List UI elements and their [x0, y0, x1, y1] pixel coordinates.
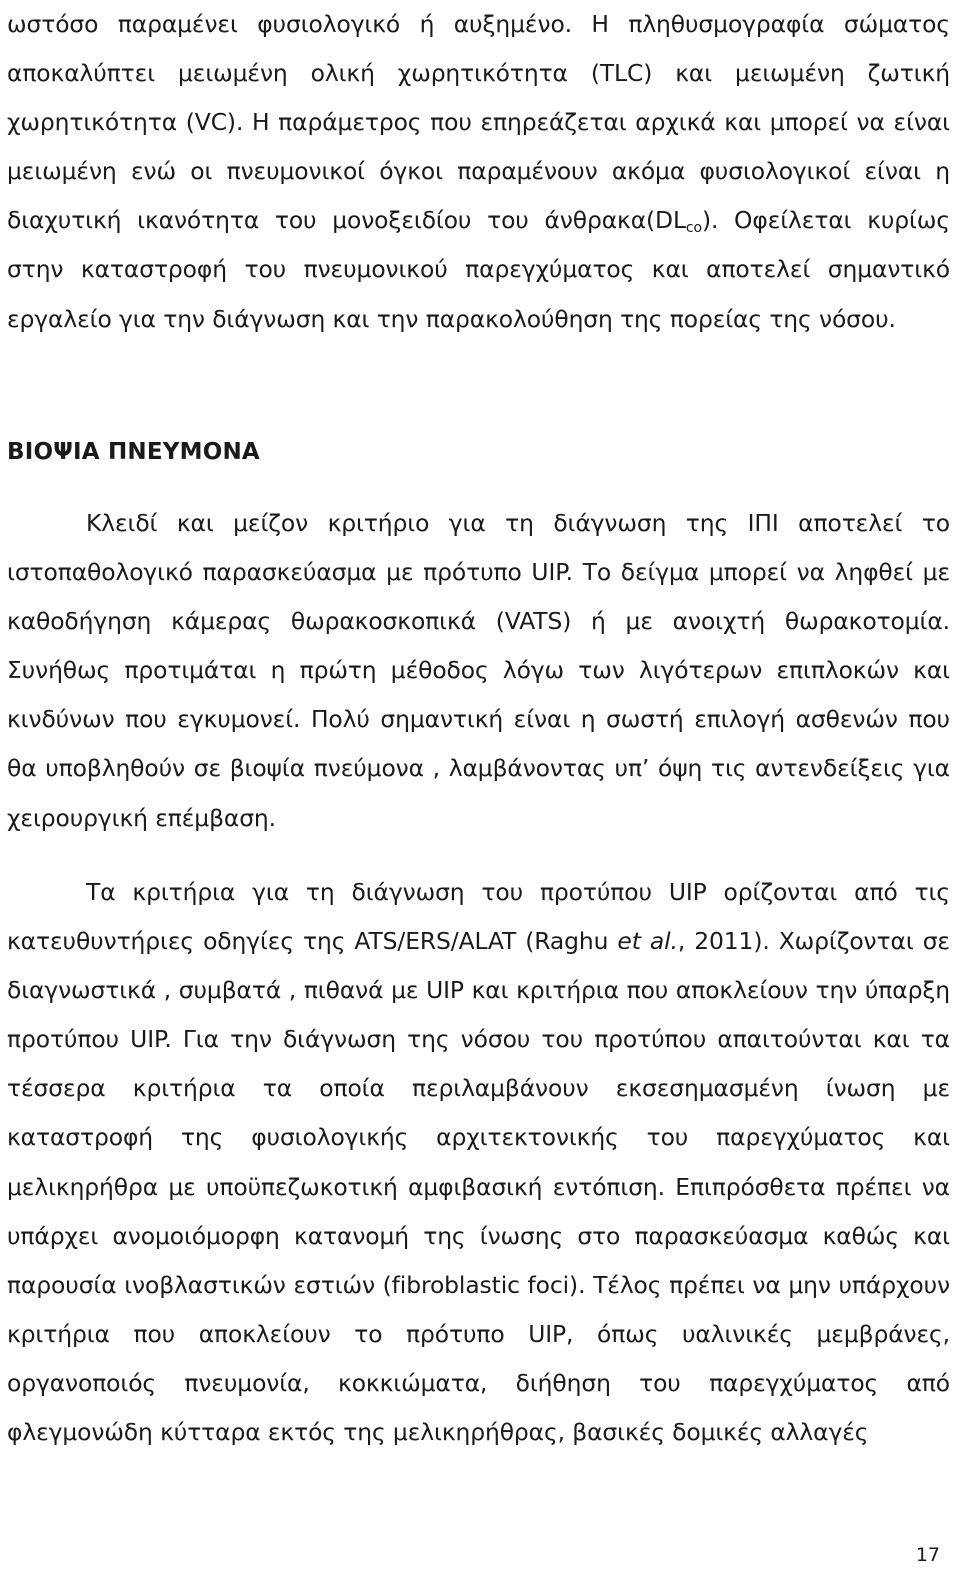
document-page [7, 0, 950, 1447]
paragraph-text: ωστόσο παραμένει φυσιολογικό ή αυξημένο. Η πληθυσμογραφία σώματος αποκαλύπτει μειωμένη ολική χωρητικότητα (TLC) και μειωμένη ζωτική χωρητικότητα (VC). Η παράμετρος που επηρεάζεται αρχικά και μπορεί να είναι μειωμένη ενώ οι πνευμονικοί όγκοι παραμένουν ακόμα φυσιολογικοί είναι η διαχυτική ικανότητα του μονοξειδίου του άνθρακα(DL [7, 10, 950, 235]
paragraph-text: Τα κριτήρια για τη διάγνωση του προτύπου UIP ορίζονται από τις κατευθυντήριες οδηγίες της ATS/ERS/ALAT (Raghu [7, 878, 950, 956]
subscript-co: co [685, 220, 702, 237]
section-heading: ΒΙΟΨΙΑ ΠΝΕΥΜΟΝΑ [7, 439, 260, 465]
page-number: 17 [915, 1544, 940, 1566]
paragraph-biopsy [7, 499, 950, 843]
citation-et-al: et al. [617, 927, 678, 956]
paragraph-text: Κλειδί και μείζον κριτήριο για τη διάγνωση της ΙΠΙ αποτελεί το ιστοπαθολογικό παρασκεύασμα με πρότυπο UIP. Το δείγμα μπορεί να ληφθεί με καθοδήγηση κάμερας θωρακοσκοπικά (VATS) ή με ανοιχτή θωρακοτομία. Συνήθως προτιμάται η πρώτη μέθοδος λόγω των λιγότερων επιπλοκών και κινδύνων που εγκυμονεί. Πολύ σημαντική είναι η σωστή επιλογή ασθενών που θα υποβληθούν σε βιοψία πνεύμονα , λαμβάνοντας υπ’ όψη τις αντενδείξεις για χειρουργική επέμβαση. [7, 509, 950, 832]
paragraph-text-continued: ). Οφείλεται κυρίως στην καταστροφή του πνευμονικού παρεγχύματος και αποτελεί σημαντικό εργαλείο για την διάγνωση και την παρακολούθηση της πορείας της νόσου. [7, 206, 950, 333]
paragraph-pulmonary-function [7, 0, 950, 344]
paragraph-text-continued: , 2011). Χωρίζονται σε διαγνωστικά , συμβατά , πιθανά με UIP και κριτήρια που αποκλείουν την ύπαρξη προτύπου UIP. Για την διάγνωση της νόσου του προτύπου απαιτούνται και τα τέσσερα κριτήρια τα οποία περιλαμβάνουν εκσεσημασμένη ίνωση με καταστροφή της φυσιολογικής αρχιτεκτονικής του παρεγχύματος και μελικηρήθρα με υποϋπεζωκοτική αμφιβασική εντόπιση. Επιπρόσθετα πρέπει να υπάρχει ανομοιόμορφη κατανομή της ίνωσης στο παρασκεύασμα καθώς και παρουσία ινοβλαστικών εστιών (fibroblastic foci). Τέλος πρέπει να μην υπάρχουν κριτήρια που αποκλείουν το πρότυπο UIP, όπως υαλινικές μεμβράνες, οργανοποιός πνευμονία, κοκκιώματα, διήθηση του παρεγχύματος από φλεγμονώδη κύτταρα εκτός της μελικηρήθρας, βασικές δομικές αλλαγές [7, 927, 950, 1447]
paragraph-uip-criteria [7, 868, 950, 1457]
